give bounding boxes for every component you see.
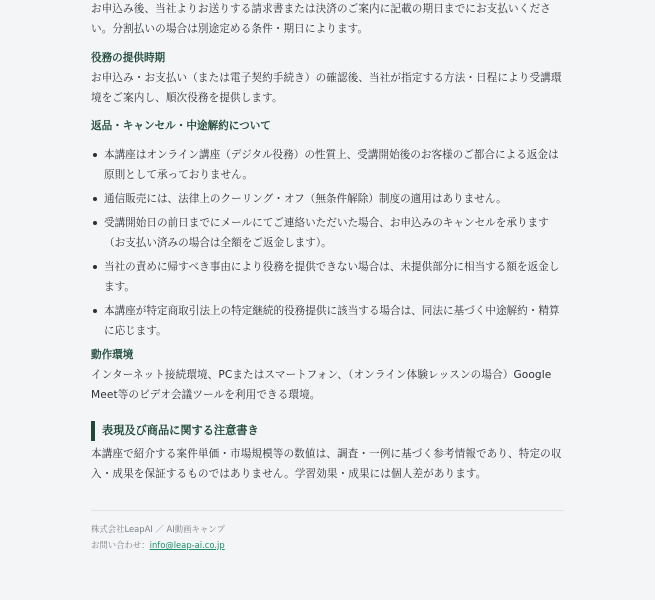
environment-text: インターネット接続環境、PCまたはスマートフォン、（オンライン体験レッスンの場合）Google Meet等のビデオ会議ツールを利用できる環境。: [91, 369, 552, 401]
footer-divider: [91, 510, 564, 511]
returns-item: 本講座が特定商取引法上の特定継続的役務提供に該当する場合は、同法に基づく中途解約・精算に応じます。: [91, 301, 564, 341]
footer-contact: [91, 537, 564, 553]
returns-item: 受講開始日の前日までにメールにてご連絡いただいた場合、お申込みのキャンセルを承ります（お支払い済みの場合は全額をご返金します）。: [91, 213, 564, 253]
payment-section: [91, 0, 564, 39]
returns-list: [91, 145, 564, 341]
service-period-text: お申込み・お支払い（または電子契約手続き）の確認後、当社が指定する方法・日程により受講環境をご案内し、順次役務を提供します。: [91, 72, 562, 104]
returns-item: 当社の責めに帰すべき事由により役務を提供できない場合は、未提供部分に相当する額を返金します。: [91, 257, 564, 297]
environment-heading: 動作環境: [91, 349, 134, 361]
returns-heading: 返品・キャンセル・中途解約について: [91, 120, 271, 132]
notice-title: 表現及び商品に関する注意書き: [91, 421, 564, 441]
returns-item: 本講座はオンライン講座（デジタル役務）の性質上、受講開始後のお客様のご都合による返金は原則として承っておりません。: [91, 145, 564, 185]
notice-body: [91, 444, 564, 484]
footer-company: 株式会社LeapAI ／ AI動画キャンプ: [91, 524, 225, 534]
notice-section: [91, 421, 564, 441]
returns-item: 通信販売には、法律上のクーリング・オフ（無条件解除）制度の適用はありません。: [91, 189, 564, 209]
environment-section: [91, 345, 564, 405]
service-period-section: [91, 48, 564, 108]
footer-contact-label: お問い合わせ：: [91, 540, 150, 550]
payment-text: お申込み後、当社よりお送りする請求書または決済のご案内に記載の期日までにお支払いください。分割払いの場合は別途定める条件・期日によります。: [91, 3, 551, 35]
contact-email-link[interactable]: info@leap-ai.co.jp: [149, 540, 225, 550]
footer: [91, 521, 564, 553]
notice-text: 本講座で紹介する案件単価・市場規模等の数値は、調査・一例に基づく参考情報であり、特定の収入・成果を保証するものではありません。学習効果・成果には個人差があります。: [91, 448, 562, 480]
service-period-heading: 役務の提供時期: [91, 52, 166, 64]
returns-section: [91, 116, 564, 136]
